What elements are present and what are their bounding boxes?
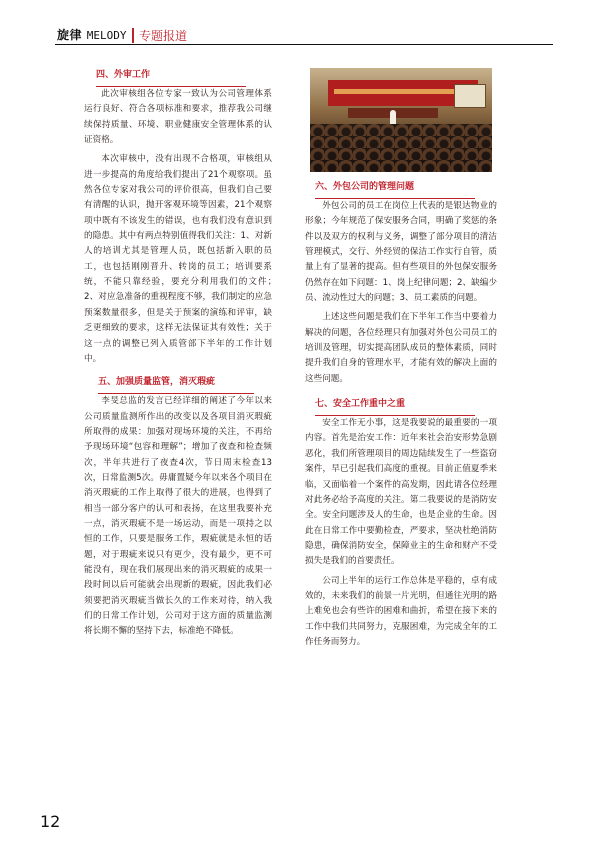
section-label: 专题报道 — [138, 29, 187, 43]
section-6-heading: 六、外包公司的管理问题 — [315, 180, 475, 199]
section-7-heading: 七、安全工作重中之重 — [315, 397, 475, 416]
projection-screen — [454, 84, 486, 108]
header-rule — [55, 44, 553, 45]
section-5-heading: 五、加强质量监管，消灭瑕疵 — [98, 375, 254, 394]
header-separator — [132, 28, 134, 43]
magazine-brand — [57, 28, 126, 43]
page-header — [57, 27, 187, 43]
speaker-figure — [390, 110, 396, 124]
left-column — [84, 68, 281, 640]
section-7-paragraph-2: 公司上半年的运行工作总体是平稳的，卓有成效的，未来我们的前景一片光明，但通往光明的路上难免也会有些许的困难和曲折，希望在接下来的工作中我们共同努力，克服困难，为完成全年的工作任务而努力。 — [305, 575, 497, 647]
section-4-heading: 四、外审工作 — [96, 68, 246, 87]
audience-rows — [310, 124, 492, 172]
brand-chinese: 旋律 — [57, 28, 83, 42]
right-column — [305, 68, 497, 650]
section-5-paragraph-1: 李旻总监的发言已经详细的阐述了今年以来公司质量监测所作出的改变以及各项目消灭瑕疵所取得的成果：加强对现场环境的关注，不再给予现场环境“包容和理解”；增加了夜查和检查频次，半年共进行了夜查4次，节日周末检查13次，日常监测5次。毋庸置疑今年以来各个项目在消灭瑕疵的工作上取得了很大的进展，也得到了相当一部分客户的认可和表扬，在这里我要补充一点，消灭瑕疵不是一场运动，而是一项持之以恒的工作，只要是服务工作，瑕疵就是永恒的话题，对于瑕疵来说只有更少，没有最少，更不可能没有，现在我们展现出来的消灭瑕疵的成果一段时间以后可能就会出现新的瑕疵，因此我们必须要把消灭瑕疵当做长久的工作来对待，纳入我们的日常工作计划，公司对于这方面的质量监测将长期不懈的坚持下去，标准绝不降低。 — [84, 396, 272, 637]
section-7-paragraph-1: 安全工作无小事，这是我要说的最重要的一项内容。首先是治安工作：近年来社会治安形势急剧恶化，我们所管理项目的周边陆续发生了一些盗窃案件，早已引起我们高度的重视。目前正值夏季来临，又面临着一个案件的高发期，因此请各位经理对此务必给予高度的关注。第二我要说的是消防安全。安全问题涉及人的生命，也是企业的生命。因此在日常工作中要勤检查，严要求，坚决杜绝消防隐患，确保消防安全，保障业主的生命和财产不受损失是我们的首要责任。 — [305, 418, 497, 567]
section-4-paragraph-1: 此次审核组各位专家一致认为公司管理体系运行良好、符合各项标准和要求，推荐我公司继续保持质量、环境、职业健康安全管理体系的认证资格。 — [84, 89, 272, 146]
page-number: 12 — [40, 812, 61, 831]
conference-photo — [310, 68, 492, 172]
section-4-paragraph-2: 本次审核中，没有出现不合格项，审核组从进一步提高的角度给我们提出了21个观察项。虽然各位专家对我公司的评价很高，但我们自己要有清醒的认识，抛开客观环境等因素，21个观察项中既有不该发生的错误，也有我们没有意识到的隐患。其中有两点特别值得我们关注：1、对新人的培训尤其是管理人员，既包括新入职的员工，也包括刚刚晋升、转岗的员工；培训要系统，不能只靠经验，要充分利用我们的文件； 2、对应急准备的重视程度不够，我们制定的应急预案数量很多，但是关于预案的演练和评审，缺乏更细致的要求，这样无法保证其有效性；关于这一点的调整已列入质管部下半年的工作计划中。 — [84, 154, 281, 364]
brand-latin: MELODY — [86, 29, 127, 42]
section-6-paragraph-2: 上述这些问题是我们在下半年工作当中要着力解决的问题，各位经理只有加强对外包公司员工的培训及管理，切实提高团队成员的整体素质，同时提升我们自身的管理水平，才能有效的解决上面的这些问题。 — [305, 312, 497, 384]
section-6-paragraph-1: 外包公司的员工在岗位上代表的是银达物业的形象；今年规范了保安服务合同，明确了奖惩的条件以及双方的权利与义务，调整了部分项目的清洁管理模式，交行、外经贸的保洁工作实行自管，质量上有了显著的提高。但有些项目的外包保安服务仍然存在如下问题：1、岗上纪律问题；2、缺编少员、流动性过大的问题；3、员工素质的问题。 — [305, 201, 497, 304]
